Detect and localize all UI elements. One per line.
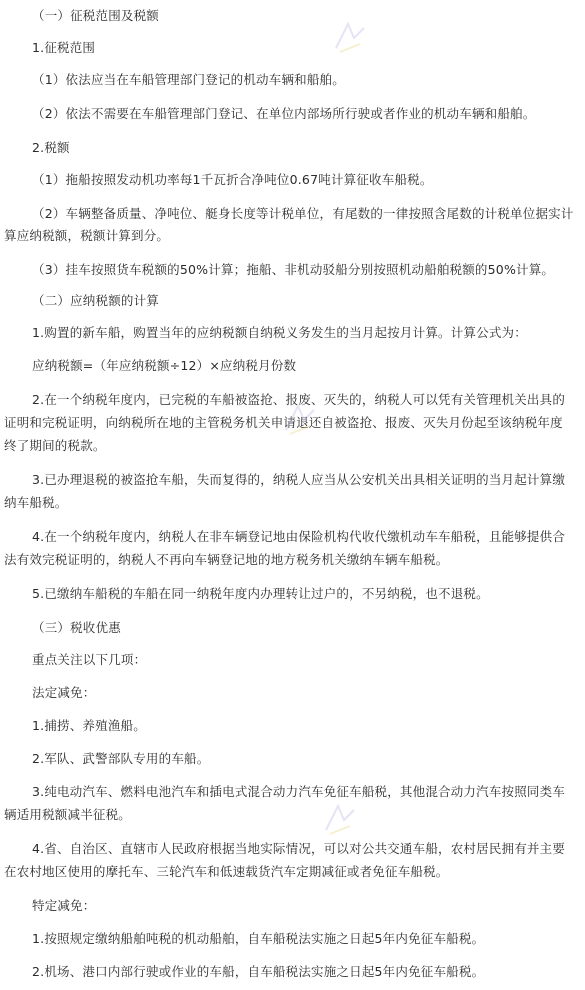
paragraph: 特定减免： [32, 898, 96, 913]
paragraph: 3.已办理退税的被盗抢车船，失而复得的，纳税人应当从公安机关出具相关证明的当月起计算缴 [32, 472, 566, 487]
subheading-rate: 2.税额 [32, 140, 70, 155]
paragraph: 5.已缴纳车船税的车船在同一纳税年度内办理转让过户的，不另纳税，也不退税。 [32, 586, 489, 601]
paragraph-continued: 法有效完税证明的，纳税人不再向车辆登记地的地方税务机关缴纳车辆车船税。 [4, 552, 449, 567]
section-heading-3: （三）税收优惠 [32, 620, 121, 635]
paragraph: 4.在一个纳税年度内，纳税人在非车辆登记地由保险机构代收代缴机动车车船税，且能够提供合 [32, 529, 566, 544]
subheading-scope: 1.征税范围 [32, 40, 96, 55]
paragraph-continued: 证明和完税证明，向纳税所在地的主管税务机关申请退还自被盗抢、报废、灭失月份起至该纳税年度 [4, 415, 563, 430]
list-item-continued: 辆适用税额减半征税。 [4, 807, 132, 822]
list-item: 3.纯电动汽车、燃料电池汽车和插电式混合动力汽车免征车船税，其他混合动力汽车按照同类车 [32, 784, 566, 799]
watermark-icon [320, 800, 360, 840]
watermark-icon [280, 400, 320, 440]
paragraph: 1.购置的新车船，购置当年的应纳税额自纳税义务发生的当月起按月计算。计算公式为： [32, 325, 527, 340]
paragraph: 2.在一个纳税年度内，已完税的车船被盗抢、报废、灭失的，纳税人可以凭有关管理机关出具的 [32, 392, 566, 407]
paragraph-continued: 纳车船税。 [4, 495, 68, 510]
formula: 应纳税额=（年应纳税额÷12）×应纳税月份数 [32, 358, 297, 373]
paragraph: （2）依法不需要在车船管理部门登记、在单位内部场所行驶或者作业的机动车辆和船舶。 [32, 106, 536, 121]
list-item: 1.按照规定缴纳船舶吨税的机动船舶，自车船税法实施之日起5年内免征车船税。 [32, 931, 485, 946]
paragraph: （1）依法应当在车船管理部门登记的机动车辆和船舶。 [32, 72, 345, 87]
paragraph: 法定减免： [32, 685, 96, 700]
list-item: 2.军队、武警部队专用的车船。 [32, 751, 210, 766]
section-heading-1: （一）征税范围及税额 [32, 8, 160, 23]
list-item: 2.机场、港口内部行驶或作业的车船，自车船税法实施之日起5年内免征车船税。 [32, 964, 485, 979]
paragraph: （1）拖船按照发动机功率每1千瓦折合净吨位0.67吨计算征收车船税。 [32, 172, 433, 187]
list-item-continued: 在农村地区使用的摩托车、三轮汽车和低速载货汽车定期减征或者免征车船税。 [4, 864, 449, 879]
paragraph-continued: 算应纳税额，税额计算到分。 [4, 228, 170, 243]
paragraph: （3）挂车按照货车税额的50%计算；拖船、非机动驳船分别按照机动船舶税额的50%计算。 [32, 262, 555, 277]
list-item: 1.捕捞、养殖渔船。 [32, 718, 146, 733]
list-item: 4.省、自治区、直辖市人民政府根据当地实际情况，可以对公共交通车船，农村居民拥有并主要 [32, 841, 566, 856]
section-heading-2: （二）应纳税额的计算 [32, 293, 160, 308]
paragraph: 重点关注以下几项： [32, 652, 147, 667]
paragraph-continued: 终了期间的税款。 [4, 438, 106, 453]
watermark-icon [330, 18, 370, 58]
paragraph: （2）车辆整备质量、净吨位、艇身长度等计税单位，有尾数的一律按照含尾数的计税单位据实计 [32, 206, 574, 221]
